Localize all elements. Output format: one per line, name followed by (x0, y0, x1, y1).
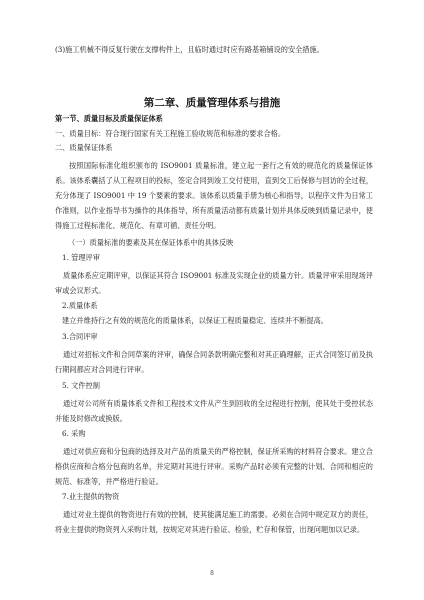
page-number: 8 (210, 570, 214, 577)
quality-system-heading: 二、质量保证体系 (55, 143, 113, 152)
system-paragraph: 按照国际标准化组织颁布的 ISO9001 质量标准，建立起一套行之有效的规范化的质量保证体系。该体系囊括了从工程项目的投标，签定合同到竣工交付使用，直到交工后保修与回访的全过程，充分体现了 ISO9001 中 19 个要素的要求。该体系以质量手册为核心和指导，以程序文件为日常工作准则，以作业指导书为操作的具体指导，所有质量活动都有质量计划并具体反映到质量记录中，使得施工过程标准化、规范化、有章可循、责任分明。 (55, 161, 373, 230)
item-owner-supplied: 7.业主提供的物资 (62, 492, 120, 501)
quality-system-text: 建立并维持行之有效的规范化的质量体系，以保证工程质量稳定、连续并不断提高。 (62, 316, 328, 325)
item-document-control: 5. 文件控制 (62, 381, 100, 390)
chapter-title: 第二章、质量管理体系与措施 (143, 97, 281, 109)
contract-review-text: 通过对招标文件和合同草案的评审，确保合同条款明确完整和对其正确理解，正式合同签订前及执行期间都应对合同进行评审。 (55, 350, 373, 374)
subsection-heading: （一）质量标准的要素及其在保证体系中的具体反映 (68, 238, 234, 247)
quality-goal: 一、质量目标：符合现行国家有关工程施工验收规范和标准的要求合格。 (55, 129, 286, 138)
owner-supplied-text: 通过对业主提供的物资进行有效的控制，使其能满足施工的需要。必须在合同中规定双方的责任，将业主提供的物资列入采购计划，按规定对其进行验证、检验，贮存和保管，出现问题加以记录。 (55, 510, 373, 534)
item-contract-review: 3.合同评审 (62, 332, 98, 341)
item-procurement: 6. 采购 (62, 429, 86, 438)
section-title: 第一节、质量目标及质量保证体系 (55, 114, 163, 123)
top-fragment: (3)施工机械不得反复行驶在支撑构件上，且临时通过时应有路基箱铺设的安全措施。 (55, 45, 324, 54)
management-review-text: 质量体系应定期评审，以保证其符合 ISO9001 标准及实现企业的质量方针。质量评审采用现场评审或会议形式。 (55, 271, 373, 295)
document-control-text: 通过对公司所有质量体系文件和工程技术文件从产生到回收的全过程进行控制，使其处于受控状态并能及时修改或换版。 (55, 399, 373, 423)
item-management-review: 1. 管理评审 (62, 253, 100, 262)
procurement-text: 通过对供应商和分包商的选择及对产品的质量关的严格控制，保证所采购的材料符合要求。建立合格供应商和合格分包商的名单，并定期对其进行评审。采购产品时必须有完整的计划、合同和相应的规范、标准等，并严格进行验证。 (55, 447, 373, 486)
item-quality-system: 2.质量体系 (62, 301, 98, 310)
